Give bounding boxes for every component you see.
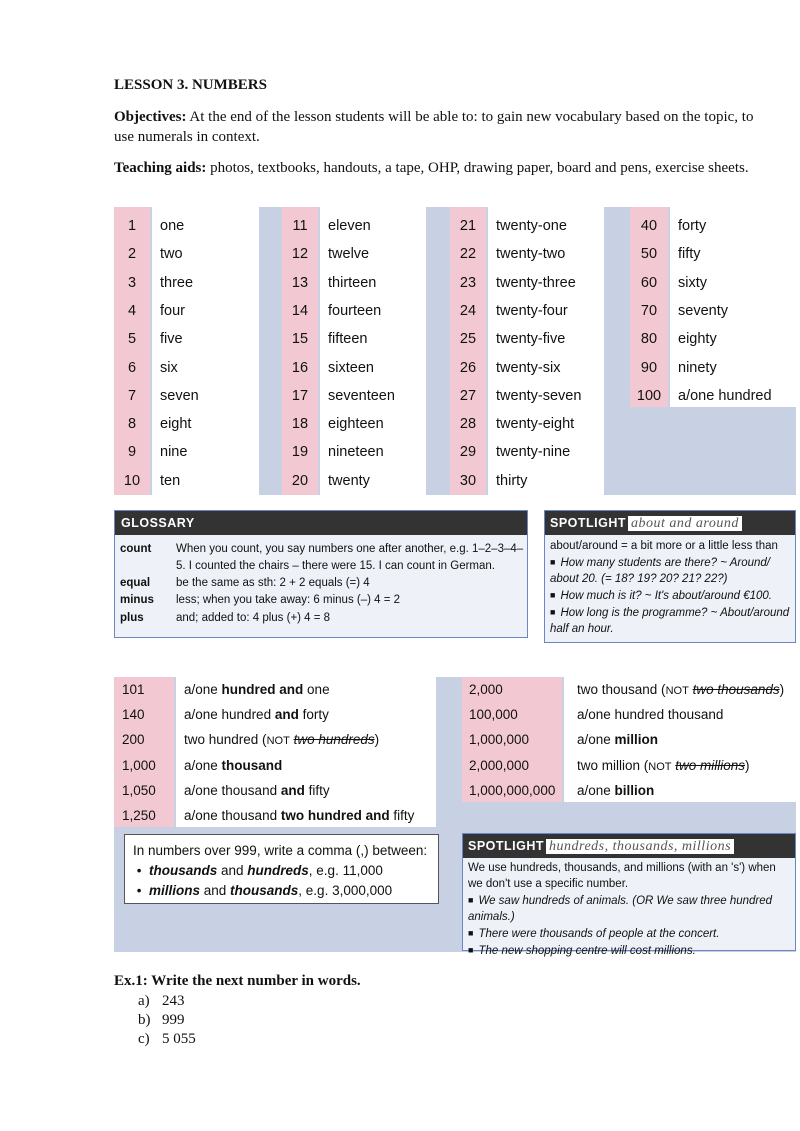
number-digit: 30: [459, 472, 477, 489]
exercise-item-label: a): [138, 993, 150, 1009]
number-digit: 6: [127, 359, 137, 376]
hundreds-words-part: ): [779, 682, 785, 697]
hundreds-words-part: two hundred (: [184, 732, 267, 748]
spotlight-bullet-text: How many students are there? ~ Around/ about 20. (= 18? 19? 20? 21? 22?): [550, 557, 771, 585]
hundreds-number: 1,000: [122, 757, 156, 773]
number-digit: 25: [459, 331, 477, 348]
number-digit: 24: [459, 302, 477, 319]
spotlight-label: SPOTLIGHT: [550, 516, 627, 530]
spotlight-subtitle: hundreds, thousands, millions: [546, 839, 734, 854]
hundreds-words-part: a/one: [577, 732, 615, 748]
number-word: four: [160, 302, 185, 319]
number-digit: 15: [291, 331, 309, 348]
number-digit: 4: [127, 302, 137, 319]
number-digit: 100: [636, 387, 662, 404]
spotlight-label: SPOTLIGHT: [468, 839, 545, 853]
hundreds-words-part: hundred and: [221, 682, 304, 697]
number-digit: 26: [459, 359, 477, 376]
number-word: twenty-seven: [496, 387, 582, 404]
number-digit: 7: [127, 387, 137, 404]
spotlight-bullet: [468, 942, 791, 959]
number-word: ten: [160, 472, 181, 489]
glossary-term: equal: [120, 577, 151, 589]
bullet-icon: ■: [468, 895, 474, 905]
note-text: , e.g. 3,000,000: [298, 883, 393, 898]
comma-note-line: In numbers over 999, write a comma (,) between:: [133, 843, 428, 858]
spotlight-bullet-text: There were thousands of people at the concert.: [478, 928, 720, 940]
glossary-def: When you count, you say numbers one after another, e.g. 1–2–3–4–5. I counted the chairs – there were 15. I can count in German.: [176, 543, 524, 572]
glossary-box: [114, 510, 528, 638]
number-digit: 10: [123, 472, 141, 489]
hundreds-number: 1,000,000,000: [469, 782, 556, 798]
hundreds-table: [114, 677, 796, 957]
number-digit: 2: [127, 246, 137, 263]
number-word: five: [160, 331, 183, 348]
hundreds-words-part: two million (: [577, 757, 649, 773]
hundreds-number: 1,050: [122, 782, 156, 798]
exercise-item-label: b): [138, 1012, 151, 1028]
number-digit: 9: [127, 444, 137, 461]
number-word: eighty: [678, 331, 717, 348]
number-digit: 50: [640, 246, 658, 263]
lesson-title: LESSON 3. NUMBERS: [114, 77, 267, 93]
number-word: twenty-five: [496, 331, 566, 348]
number-digit: 1: [127, 218, 137, 234]
spotlight-header: [463, 834, 795, 858]
number-digit: 22: [459, 246, 477, 263]
number-word: nine: [160, 444, 188, 461]
spotlight-bullet-text: How much is it? ~ It's about/around €100.: [560, 590, 772, 602]
hundreds-words-part: fifty: [304, 782, 330, 798]
number-word: forty: [678, 218, 707, 234]
exercise-list: [138, 992, 196, 1049]
numbers-table: [114, 207, 796, 495]
spotlight-hundreds: [462, 833, 796, 957]
hundreds-number: 2,000: [469, 682, 503, 697]
number-digit: 5: [127, 331, 137, 348]
hundreds-words: [184, 727, 379, 752]
bullet-icon: ■: [468, 928, 474, 938]
comma-note: [124, 834, 439, 904]
spotlight-intro: about/around = a bit more or a little less than: [550, 540, 778, 552]
objectives-label: Objectives:: [114, 109, 187, 125]
number-digit: 8: [127, 416, 137, 433]
spotlight-subtitle: about and around: [628, 516, 742, 531]
hundreds-words-part: NOT: [665, 685, 689, 697]
number-word: ninety: [678, 359, 717, 376]
number-word: eighteen: [328, 416, 384, 433]
spotlight-intro: We use hundreds, thousands, and millions (with an 's') when we don't use a specific number.: [468, 862, 776, 890]
hundreds-words: [184, 803, 414, 828]
number-word: eleven: [328, 218, 371, 234]
number-digit: 21: [459, 218, 477, 234]
hundreds-number: 1,250: [122, 808, 156, 823]
hundreds-words-part: two millions: [675, 757, 746, 773]
number-word: two: [160, 246, 183, 263]
note-term: thousands: [148, 863, 218, 878]
hundreds-words-part: NOT: [648, 760, 672, 773]
objectives-text: At the end of the lesson students will be able to: to gain new vocabulary based on the topic, to use numerals in context.: [114, 109, 754, 145]
number-word: twenty-four: [496, 302, 568, 319]
hundreds-words-part: NOT: [266, 735, 290, 748]
glossary-term: minus: [120, 594, 154, 606]
glossary-def: and; added to: 4 plus (+) 4 = 8: [176, 612, 331, 624]
bullet-icon: ■: [468, 945, 474, 955]
hundreds-words-part: ): [745, 757, 750, 773]
hundreds-words-part: ): [374, 732, 380, 748]
spotlight-bullet-text: The new shopping centre will cost millions.: [478, 945, 696, 957]
hundreds-words-part: a/one thousand: [184, 782, 281, 798]
number-word: thirty: [496, 472, 528, 489]
exercise-title: Ex.1: Write the next number in words.: [114, 973, 361, 989]
hundreds-words-part: two thousand (: [577, 682, 666, 697]
exercise-item-value: 5 055: [162, 1031, 196, 1047]
glossary-def: be the same as sth: 2 + 2 equals (=) 4: [176, 577, 370, 589]
hundreds-words-part: fifty: [389, 808, 415, 823]
exercise-item-value: 999: [162, 1012, 185, 1028]
number-word: six: [160, 359, 178, 376]
comma-note-bullet: • thousands and hundreds, e.g. 11,000: [133, 863, 383, 878]
glossary-row-plus: [120, 610, 525, 627]
number-digit: 13: [291, 274, 309, 291]
exercise-item: [138, 1030, 196, 1049]
hundreds-words: [184, 677, 330, 702]
number-word: twenty: [328, 472, 370, 489]
number-word: twenty-six: [496, 359, 561, 376]
number-word: sixteen: [328, 359, 374, 376]
spotlight-header: [545, 511, 795, 535]
spotlight-bullet: [550, 554, 791, 587]
exercise-item-label: c): [138, 1031, 150, 1047]
number-word: sixty: [678, 274, 707, 291]
hundreds-words-part: thousand: [221, 757, 283, 773]
hundreds-words-part: a/one: [577, 782, 615, 798]
bullet-icon: ■: [550, 607, 556, 617]
number-word: eight: [160, 416, 192, 433]
glossary-row-count: [120, 541, 525, 575]
comma-note-bullet: • millions and thousands, e.g. 3,000,000: [133, 883, 393, 898]
hundreds-number: 1,000,000: [469, 732, 530, 748]
note-text: , e.g. 11,000: [308, 863, 383, 878]
number-digit: 14: [291, 302, 309, 319]
number-word: seven: [160, 387, 199, 404]
number-digit: 60: [640, 274, 658, 291]
number-word: twenty-eight: [496, 416, 575, 433]
hundreds-words-part: one: [303, 682, 330, 697]
glossary-row-equal: [120, 575, 525, 592]
teaching-aids-label: Teaching aids:: [114, 160, 207, 176]
number-digit: 12: [291, 246, 309, 263]
objectives-paragraph: [114, 107, 764, 147]
hundreds-number: 200: [122, 732, 145, 748]
spotlight-bullet: [468, 925, 791, 942]
note-term: millions: [148, 883, 200, 898]
hundreds-number: 101: [122, 682, 145, 697]
hundreds-words: [184, 702, 329, 727]
hundreds-words: [577, 753, 750, 778]
number-digit: 70: [640, 302, 658, 319]
glossary-def: less; when you take away: 6 minus (–) 4 = 2: [176, 594, 401, 606]
number-digit: 28: [459, 416, 477, 433]
spotlight-bullet: [550, 604, 791, 637]
hundreds-words-part: a/one: [184, 757, 222, 773]
hundreds-number: 100,000: [469, 707, 518, 723]
teaching-aids-paragraph: [114, 158, 764, 178]
number-word: fourteen: [328, 302, 382, 319]
number-digit: 80: [640, 331, 658, 348]
number-word: fifteen: [328, 331, 368, 348]
number-digit: 18: [291, 416, 309, 433]
number-word: seventy: [678, 302, 728, 319]
number-word: twenty-nine: [496, 444, 571, 461]
hundreds-words: [184, 778, 330, 803]
exercise-item-value: 243: [162, 993, 185, 1009]
hundreds-words-part: and: [280, 782, 305, 798]
number-digit: 27: [459, 387, 477, 404]
number-digit: 90: [640, 359, 658, 376]
number-word: one: [160, 218, 185, 234]
hundreds-words-part: two hundred and: [280, 808, 390, 823]
bullet-icon: ■: [550, 557, 556, 567]
glossary-row-minus: [120, 592, 525, 609]
note-text: and: [200, 883, 231, 898]
number-word: nineteen: [328, 444, 384, 461]
number-digit: 16: [291, 359, 309, 376]
hundreds-words-part: million: [614, 732, 659, 748]
hundreds-words-part: two thousands: [692, 682, 780, 697]
hundreds-words: [577, 778, 654, 803]
number-digit: 40: [640, 218, 658, 234]
hundreds-words-part: a/one hundred: [184, 707, 275, 723]
bullet-icon: ■: [550, 590, 556, 600]
number-digit: 29: [459, 444, 477, 461]
number-digit: 11: [292, 218, 308, 234]
exercise-item: [138, 992, 196, 1011]
hundreds-number: 2,000,000: [469, 757, 530, 773]
hundreds-words-part: a/one thousand: [184, 808, 281, 823]
note-text: and: [217, 863, 248, 878]
number-word: fifty: [678, 246, 701, 263]
hundreds-words: [577, 677, 784, 702]
number-digit: 23: [459, 274, 477, 291]
exercise-item: [138, 1011, 196, 1030]
glossary-term: plus: [120, 612, 144, 624]
glossary-term: count: [120, 543, 152, 555]
hundreds-words: [184, 753, 282, 778]
hundreds-words: [577, 702, 723, 727]
number-word: three: [160, 274, 194, 291]
hundreds-words-part: a/one: [184, 682, 222, 697]
number-digit: 17: [291, 387, 309, 404]
spotlight-about-around: [544, 510, 796, 643]
glossary-header: GLOSSARY: [115, 511, 527, 535]
spotlight-bullet: [468, 892, 791, 925]
number-word: twelve: [328, 246, 370, 263]
number-word: twenty-two: [496, 246, 566, 263]
number-word: a/one hundred: [678, 387, 772, 404]
number-word: seventeen: [328, 387, 395, 404]
hundreds-words: [577, 727, 658, 752]
number-digit: 3: [127, 274, 137, 291]
spotlight-bullet-text: We saw hundreds of animals. (OR We saw three hundred animals.): [468, 895, 773, 923]
number-digit: 19: [291, 444, 309, 461]
hundreds-words-part: and: [274, 707, 299, 723]
number-word: twenty-one: [496, 218, 567, 234]
hundreds-words-part: forty: [298, 707, 329, 723]
note-term: thousands: [230, 883, 299, 898]
note-term: hundreds: [247, 863, 309, 878]
hundreds-words-part: two hundreds: [293, 732, 375, 748]
spotlight-bullet: [550, 587, 791, 604]
hundreds-number: 140: [122, 707, 145, 723]
hundreds-words-part: billion: [614, 782, 655, 798]
number-digit: 20: [291, 472, 309, 489]
hundreds-words-part: a/one hundred thousand: [577, 707, 724, 723]
number-word: thirteen: [328, 274, 377, 291]
spotlight-bullet-text: How long is the programme? ~ About/around half an hour.: [550, 607, 790, 635]
number-word: twenty-three: [496, 274, 576, 291]
teaching-aids-text: photos, textbooks, handouts, a tape, OHP, drawing paper, board and pens, exercise sheets.: [206, 160, 749, 176]
